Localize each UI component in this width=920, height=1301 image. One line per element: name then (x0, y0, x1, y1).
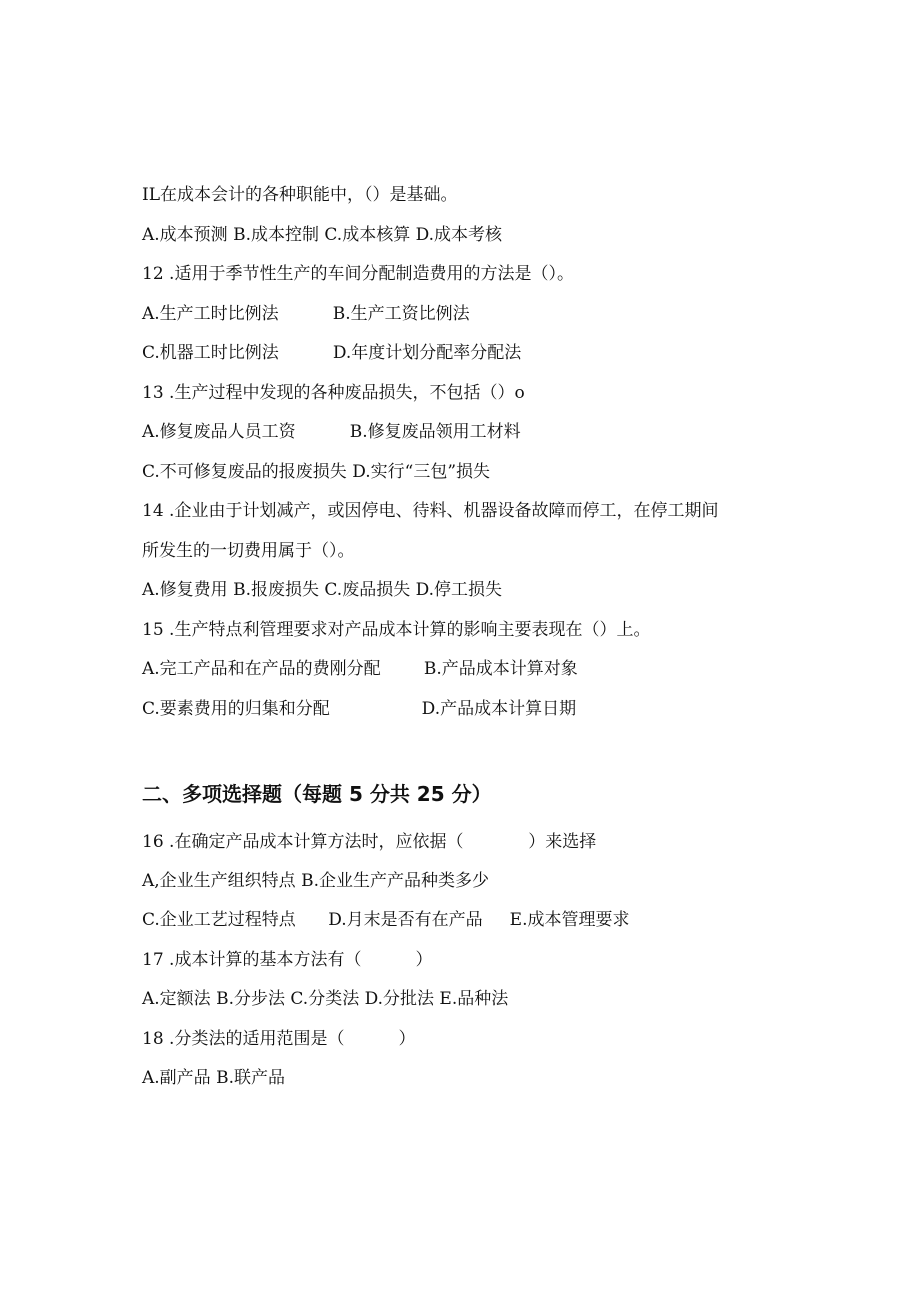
question-12-text: 12 .适用于季节性生产的车间分配制造费用的方法是（）。 (142, 264, 574, 284)
question-13-options-cd: C.不可修复废品的报废损失 D.实行“三包”损失 (142, 462, 491, 482)
question-16-text: 16 .在确定产品成本计算方法时，应依据（ ）来选择 (142, 832, 597, 852)
question-15-options-cd: C.要素费用的归集和分配 D.产品成本计算日期 (142, 699, 577, 719)
question-15-options-ab: A.完工产品和在产品的费刚分配 B.产品成本计算对象 (142, 659, 578, 679)
question-16-options-ab: A,企业生产组织特点 B.企业生产产品种类多少 (142, 871, 489, 891)
question-13-options-ab: A.修复废品人员工资 B.修复废品领用工材料 (142, 422, 521, 442)
question-12-options-cd: C.机器工时比例法 D.年度计划分配率分配法 (142, 343, 522, 363)
question-13-text: 13 .生产过程中发现的各种废品损失，不包括（）o (142, 383, 525, 403)
question-11-text: IL在成本会计的各种职能中，（）是基础。 (142, 185, 458, 205)
question-11-options: A.成本预测 B.成本控制 C.成本核算 D.成本考核 (142, 225, 503, 245)
section-heading-multiple-choice: 二、多项选择题（每题 5 分共 25 分） (142, 782, 492, 806)
question-14-text-line1: 14 .企业由于计划减产，或因停电、待料、机器设备故障而停工，在停工期间 (142, 501, 719, 521)
question-15-text: 15 .生产特点利管理要求对产品成本计算的影响主要表现在（）上。 (142, 620, 651, 640)
question-14-options: A.修复费用 B.报废损失 C.废品损失 D.停工损失 (142, 580, 503, 600)
question-17-text: 17 .成本计算的基本方法有（ ） (142, 950, 433, 970)
question-17-options: A.定额法 B.分步法 C.分类法 D.分批法 E.品种法 (142, 989, 509, 1009)
question-16-options-cde: C.企业工艺过程特点 D.月末是否有在产品 E.成本管理要求 (142, 910, 630, 930)
question-18-options: A.副产品 B.联产品 (142, 1068, 285, 1088)
question-14-text-line2: 所发生的一切费用属于（）。 (142, 541, 355, 561)
question-12-options-ab: A.生产工时比例法 B.生产工资比例法 (142, 304, 470, 324)
question-18-text: 18 .分类法的适用范围是（ ） (142, 1029, 416, 1049)
